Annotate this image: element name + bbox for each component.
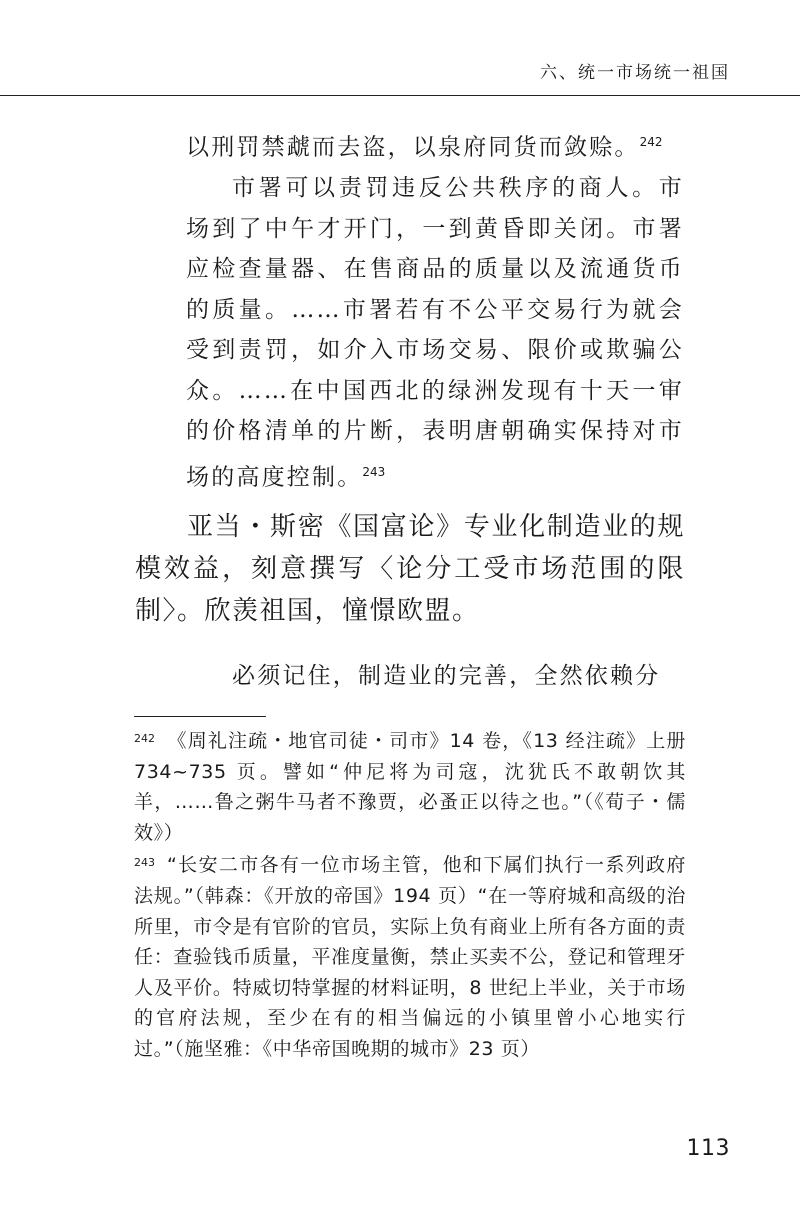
footnote-243 [134,848,686,1064]
footnote-number: 242 [134,732,155,745]
block-quote [186,122,684,498]
footnotes [134,724,686,1065]
quote-line-text: 以刑罚禁虣而去盗，以泉府同货而敛赊。 [186,134,640,161]
body-paragraph: 亚当・斯密《国富论》专业化制造业的规模效益，刻意撰写〈论分工受市场范围的限制〉。欣羡祖国，憧憬欧盟。 [135,512,685,626]
running-header: 六、统一市场统一祖国 [540,63,730,83]
quote-paragraph [186,168,684,498]
footnote-ref-243[interactable]: 243 [362,464,386,479]
footnote-text: “长安二市各有一位市场主管，他和下属们执行一系列政府法规。”（韩森：《开放的帝国》194 页）“在一等府城和高级的治所里，市令是有官阶的官员，实际上负有商业上所有各方面的责任：查验钱币质量，平准度量衡，禁止买卖不公，登记和管理牙人及平价。特威切特掌握的材料证明，8 世纪上半业，关于市场的官府法规，至少在有的相当偏远的小镇里曾小心地实行过。”（施坚雅：《中华帝国晚期的城市》23 页） [134,854,686,1060]
page-number: 113 [686,1136,730,1161]
footnote-text: 《周礼注疏・地官司徒・司市》14 卷，《13 经注疏》上册 734~735 页。譬如“仲尼将为司寇，沈犹氏不敢朝饮其羊，……鲁之粥牛马者不豫贾，必蚤正以待之也。”（《荀子・儒效》） [134,730,686,844]
quote-paragraph-text: 市署可以责罚违反公共秩序的商人。市场到了中午才开门，一到黄昏即关闭。市署应检查量器、在售商品的质量以及流通货币的质量。……市署若有不公平交易行为就会受到责罚，如介入市场交易、限价或欺骗公众。……在中国西北的绿洲发现有十天一审的价格清单的片断，表明唐朝确实保持对市场的高度控制。 [186,175,684,491]
footnote-divider [134,716,266,717]
quote-line [186,122,684,168]
footnote-242 [134,724,686,848]
header-divider [0,95,800,96]
footnote-number: 243 [134,856,155,870]
footnote-ref-242[interactable]: 242 [639,135,663,149]
quote-continuation: 必须记住，制造业的完善，全然依赖分 [232,663,661,689]
